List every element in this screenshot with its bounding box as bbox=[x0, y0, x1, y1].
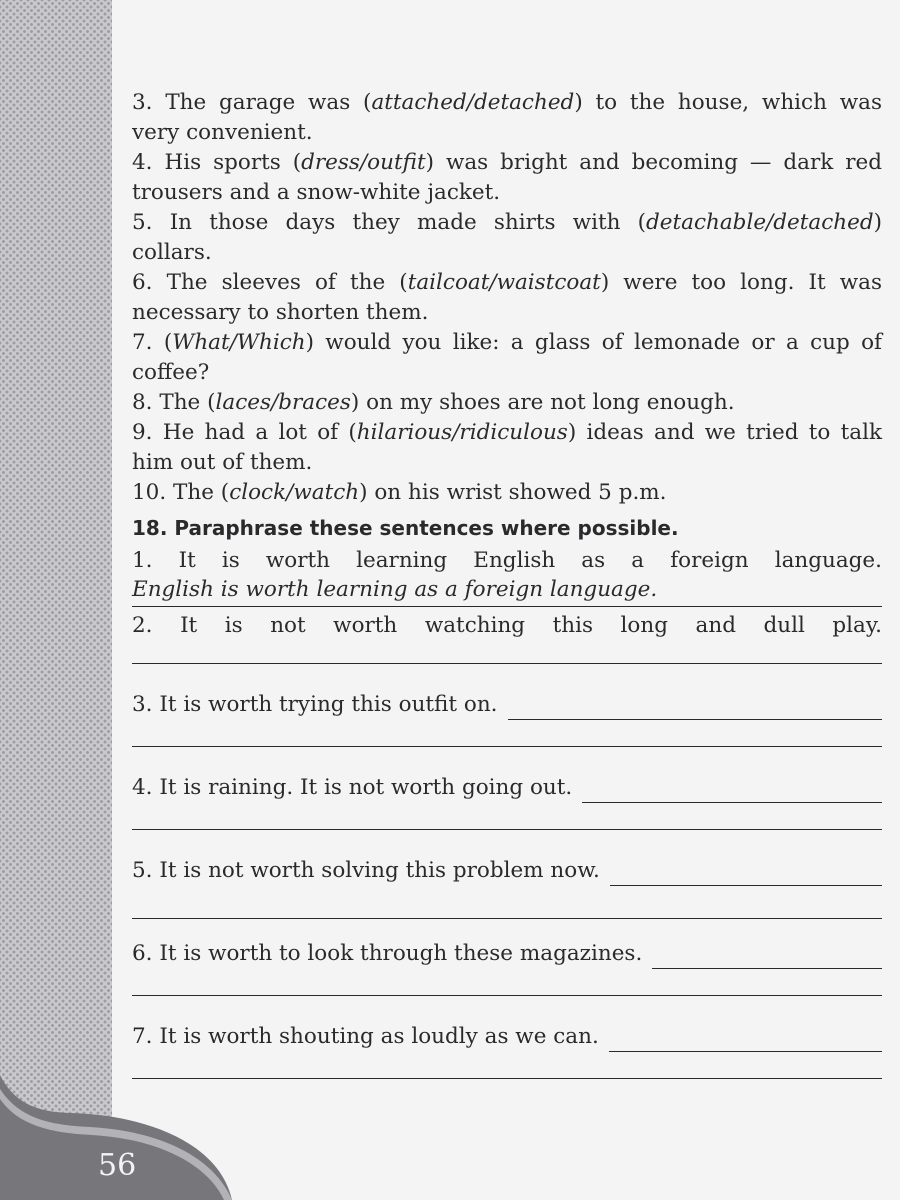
paraphrase-item-1: 1. It is worth learning English as a foreign language. bbox=[132, 548, 882, 573]
exercise-item: 6. The sleeves of the (tailcoat/waistcoat) were too long. It was necessary to shorten them. bbox=[132, 270, 882, 325]
answer-line[interactable] bbox=[132, 1052, 882, 1079]
paraphrase-item-7: 7. It is worth shouting as loudly as we can. bbox=[132, 1022, 882, 1052]
exercise-item: 4. His sports (dress/outfit) was bright and becoming — dark red trousers and a snow-white jacket. bbox=[132, 150, 882, 205]
sample-answer: English is worth learning as a foreign language. bbox=[132, 576, 882, 607]
answer-line[interactable] bbox=[582, 782, 882, 803]
paraphrase-item-2: 2. It is not worth watching this long and dull play. bbox=[132, 613, 882, 638]
exercise-item: 7. (What/Which) would you like: a glass of lemonade or a cup of coffee? bbox=[132, 330, 882, 385]
exercise-item: 9. He had a lot of (hilarious/ridiculous) ideas and we tried to talk him out of them. bbox=[132, 420, 883, 475]
answer-line[interactable] bbox=[132, 969, 882, 996]
exercise-item: 10. The (clock/watch) on his wrist showed 5 p.m. bbox=[132, 480, 667, 505]
answer-line[interactable] bbox=[132, 803, 882, 830]
answer-line[interactable] bbox=[132, 641, 882, 664]
paraphrase-item-4: 4. It is raining. It is not worth going out. bbox=[132, 773, 882, 803]
page-number: 56 bbox=[98, 1148, 137, 1183]
exercise-item: 5. In those days they made shirts with (detachable/detached) collars. bbox=[132, 210, 882, 265]
paraphrase-item-5: 5. It is not worth solving this problem now. bbox=[132, 856, 882, 886]
answer-line[interactable] bbox=[508, 699, 882, 720]
paraphrase-item-6: 6. It is worth to look through these magazines. bbox=[132, 939, 882, 969]
exercise-item: 3. The garage was (attached/detached) to the house, which was very convenient. bbox=[132, 90, 882, 145]
answer-line[interactable] bbox=[652, 948, 882, 969]
answer-line[interactable] bbox=[132, 886, 882, 919]
answer-line[interactable] bbox=[610, 865, 882, 886]
exercise-18-heading: 18. Paraphrase these sentences where possible. bbox=[132, 516, 679, 540]
exercise-item: 8. The (laces/braces) on my shoes are not long enough. bbox=[132, 390, 735, 415]
paraphrase-item-3: 3. It is worth trying this outfit on. bbox=[132, 690, 882, 720]
answer-line[interactable] bbox=[132, 720, 882, 747]
answer-line[interactable] bbox=[609, 1031, 882, 1052]
left-margin-pattern bbox=[0, 0, 112, 1200]
exercise-content bbox=[132, 88, 882, 1079]
